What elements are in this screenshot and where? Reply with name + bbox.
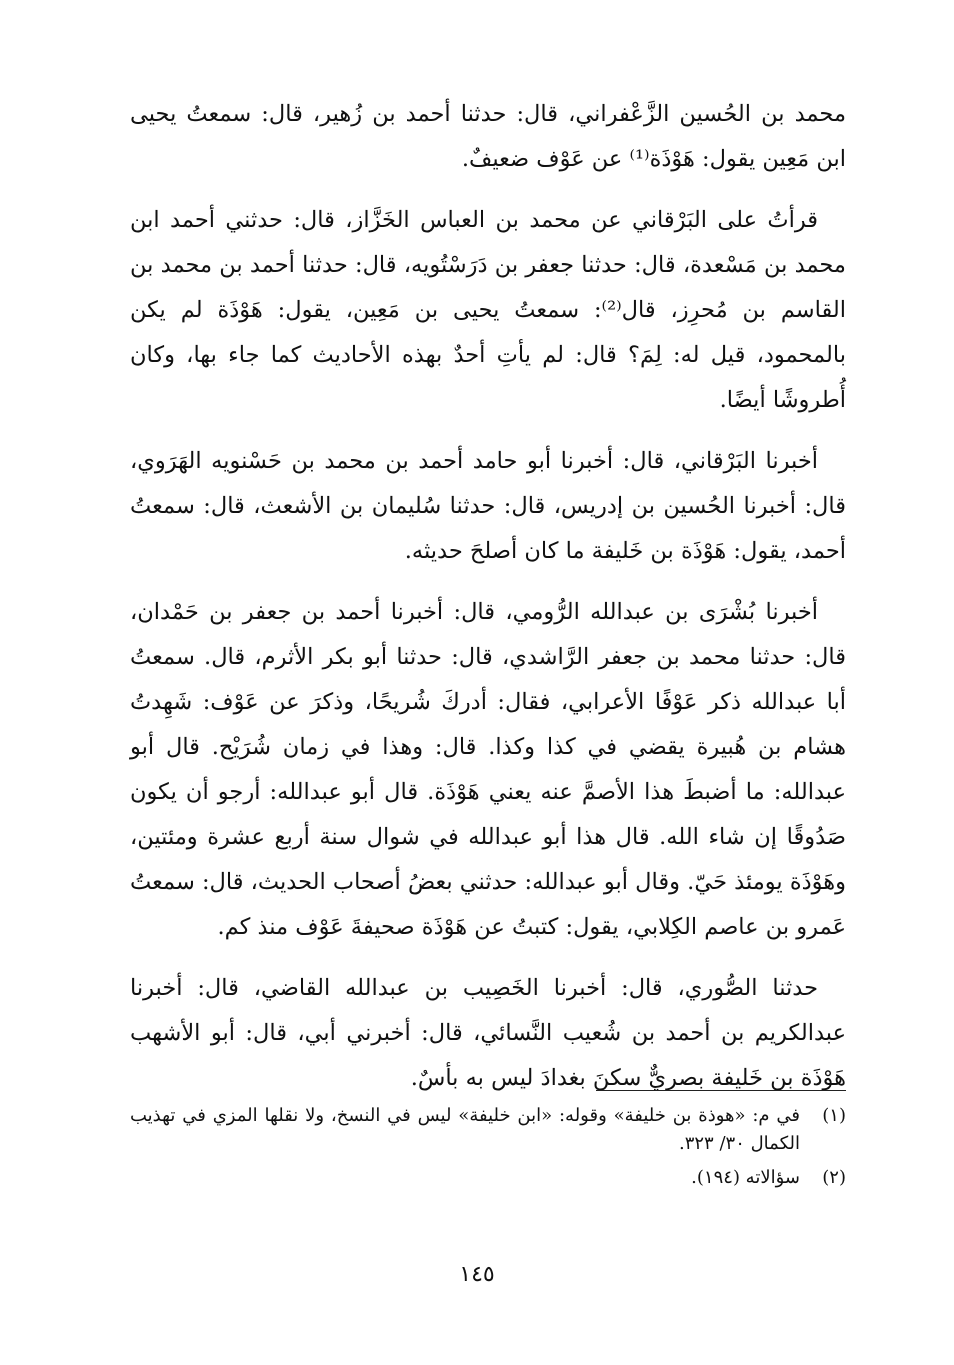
paragraph-3: أخبرنا البَرْقاني، قال: أخبرنا أبو حامد أحمد بن محمد بن حَسْنويه الهَرَوي، قال: أخبرنا الحُسين بن إدريس، قال: حدثنا سُليمان بن الأشعث، قال: سمعتُ أحمد، يقول: هَوْذَة بن خَليفة ما كان أصلحَ حديثه. [130, 448, 846, 564]
page-number: ١٤٥ [459, 1262, 495, 1287]
paragraph-5: حدثنا الصُّوري، قال: أخبرنا الخَصِيب بن عبدالله القاضي، قال: أخبرنا عبدالكريم بن أحمد بن شُعيب النَّسائي، قال: أخبرني أبي، قال: أبو الأشهب هَوْذَة بن خَليفة بصريٌّ سكنَ بغدادَ ليس به بأسٌ. [130, 975, 846, 1091]
main-text [130, 92, 846, 1117]
footnotes [130, 1102, 846, 1198]
footnote-text: في م: «هوذة بن خليفة» وقوله: «ابن خليفة» ليس في النسخ، ولا نقلها المزي في تهذيب الكمال ٣٠/ ٣٢٣. [130, 1105, 800, 1154]
footnote-number: (٢) [822, 1167, 846, 1188]
footnote-2 [130, 1164, 846, 1192]
footnote-text: سؤالاته (١٩٤). [691, 1167, 800, 1188]
paragraph-2: قرأتُ على البَرْقاني عن محمد بن العباس الخَزَّاز، قال: حدثني أحمد ابن محمد بن مَسْعدة، قال: حدثنا جعفر بن دَرَسْتُويه، قال: حدثنا أحمد بن محمد بن القاسم بن مُحرِز، قال⁽²⁾: سمعتُ يحيى بن مَعِين، يقول: هَوْذَة لم يكن بالمحمود، قيل له: لِمَ؟ قال: لم يأتِ أحدٌ بهذه الأحاديث كما جاء بها، وكان أُطروشًا أيضًا. [130, 207, 846, 413]
footnote-number: (١) [822, 1105, 846, 1126]
paragraph-1: محمد بن الحُسين الزَّعْفراني، قال: حدثنا أحمد بن زُهير، قال: سمعتُ يحيى ابن مَعِين يقول: هَوْذَة⁽¹⁾ عن عَوْف ضعيفٌ. [130, 101, 846, 172]
footnote-1 [130, 1102, 846, 1158]
paragraph-4: أخبرنا بُشْرَى بن عبدالله الرُّومي، قال: أخبرنا أحمد بن جعفر بن حَمْدان، قال: حدثنا محمد بن جعفر الرَّاشدي، قال: حدثنا أبو بكر الأثرم، قال. سمعتُ أبا عبدالله ذكر عَوْفًا الأعرابي، فقال: أدركَ شُريحًا، وذكرَ عن عَوْف: شَهِدتُ هشام بن هُبيرة يقضي في كذا وكذا. قال: وهذا في زمان شُرَيْح. قال أبو عبدالله: ما أضبطَ هذا الأصمَّ عنه يعني هَوْذَة. قال أبو عبدالله: أرجو أن يكون صَدُوقًا إن شاء الله. قال هذا أبو عبدالله في شوال سنة أربع عشرة ومئتين، وهَوْذَة يومئذ حَيّ. وقال أبو عبدالله: حدثني بعضُ أصحاب الحديث، قال: سمعتُ عَمرو بن عاصم الكِلابي، يقول: كتبتُ عن هَوْذَة صحيفةَ عَوْف منذ كم. [130, 599, 846, 940]
footnote-divider [596, 1090, 846, 1091]
